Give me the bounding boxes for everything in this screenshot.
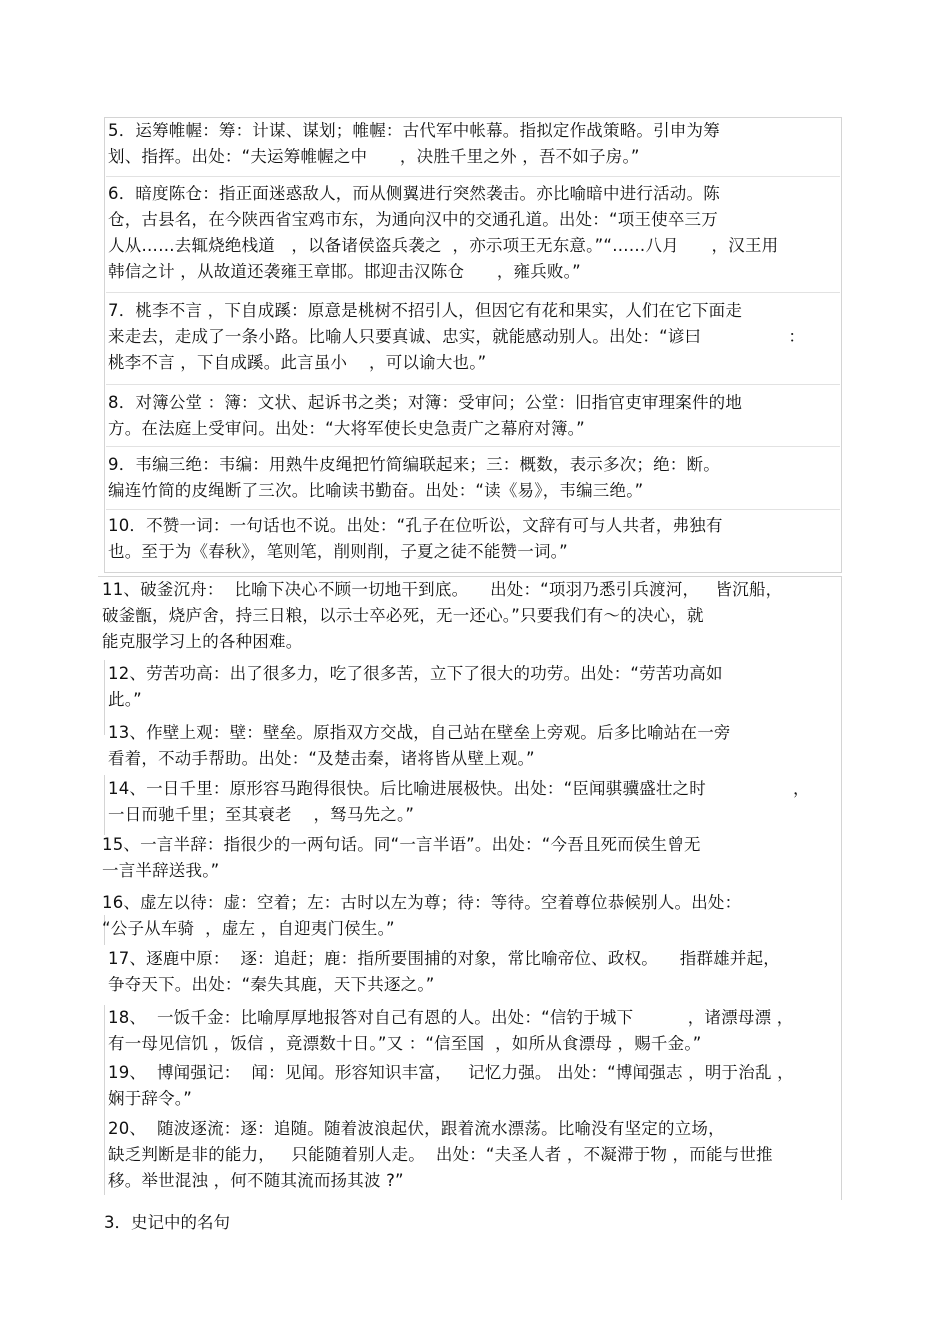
idiom-entry — [108, 513, 838, 565]
entry-line: 5．运筹帷幄：筹：计谋、谋划；帷幄：古代军中帐幕。指拟定作战策略。引申为筹 — [108, 121, 720, 140]
entry-divider — [106, 384, 840, 385]
entry-line: 15、一言半辞：指很少的一两句话。同“一言半语”。出处：“今吾且死而侯生曾无 — [102, 835, 701, 854]
entry-line: 16、虚左以待：虚：空着；左：古时以左为尊；待：等待。空着尊位恭候别人。出处： — [102, 893, 742, 912]
entry-line: 13、作壁上观：壁：壁垒。原指双方交战，自己站在壁垒上旁观。后多比喻站在一旁 — [108, 723, 731, 742]
entry-line: “公子从车骑 ，虚左 ，自迎夷门侯生。” — [102, 919, 395, 938]
entry-line: 7．桃李不言 ，下自成蹊：原意是桃树不招引人，但因它有花和果实，人们在它下面走 — [108, 301, 743, 320]
section-heading: 3．史记中的名句 — [104, 1213, 230, 1232]
entry-line: 11、破釜沉舟： 比喻下决心不顾一切地干到底。 出处：“项羽乃悉引兵渡河， 皆沉船， — [102, 580, 783, 599]
idiom-entry — [108, 661, 838, 713]
entry-line: 破釜甑，烧庐舍，持三日粮，以示士卒必死，无一还心。”只要我们有～的决心，就 — [102, 606, 704, 625]
entry-line: 编连竹简的皮绳断了三次。比喻读书勤奋。出处：“读《易》，韦编三绝。” — [108, 481, 644, 500]
idiom-entry — [108, 1005, 838, 1057]
entry-line: 此。” — [108, 690, 142, 709]
idiom-entry — [102, 890, 838, 942]
entry-line: 9．韦编三绝：韦编：用熟牛皮绳把竹简编联起来；三：概数，表示多次；绝：断。 — [108, 455, 720, 474]
idiom-entry — [102, 577, 838, 655]
idiom-entry — [108, 452, 838, 504]
entry-line: 一言半辞送我。” — [102, 861, 220, 880]
entry-line: 桃李不言 ，下自成蹊。此言虽小 ，可以谕大也。” — [108, 353, 487, 372]
entry-line: 争夺天下。出处：“秦失其鹿，天下共逐之。” — [108, 975, 435, 994]
idiom-entry — [108, 720, 838, 772]
entry-line: 缺乏判断是非的能力， 只能随着别人走。 出处：“夫圣人者 ，不凝滞于物 ，而能与世推 — [108, 1145, 773, 1164]
entry-line: 8．对簿公堂 ：簿：文状、起诉书之类；对簿：受审问；公堂：旧指官吏审理案件的地 — [108, 393, 743, 412]
entry-line: 19、 博闻强记： 闻：见闻。形容知识丰富， 记忆力强。 出处：“博闻强志 ，明于治乱 ， — [108, 1063, 794, 1082]
entry-line: 看着，不动手帮助。出处：“及楚击秦，诸将皆从壁上观。” — [108, 749, 535, 768]
idiom-entry — [108, 946, 838, 998]
entry-line: 移。举世混浊 ，何不随其流而扬其波 ?” — [108, 1171, 404, 1190]
idiom-entry — [108, 298, 838, 376]
entry-divider — [106, 176, 840, 177]
entry-line: 14、一日千里：原形容马跑得很快。后比喻进展极快。出处：“臣闻骐骥盛壮之时 ， — [108, 779, 810, 798]
entry-line: 一日而驰千里；至其衰老 ，驽马先之。” — [108, 805, 415, 824]
entry-line: 也。至于为《春秋》，笔则笔，削则削，子夏之徒不能赞一词。” — [108, 542, 568, 561]
entry-line: 10．不赞一词：一句话也不说。出处：“孔子在位听讼，文辞有可与人共者，弗独有 — [108, 516, 723, 535]
entry-line: 17、逐鹿中原： 逐：追赶；鹿：指所要围捕的对象，常比喻帝位、政权。 指群雄并起， — [108, 949, 780, 968]
idiom-entry — [108, 1060, 838, 1112]
left-rule — [104, 660, 105, 735]
entry-line: 12、劳苦功高：出了很多力，吃了很多苦，立下了很大的功劳。出处：“劳苦功高如 — [108, 664, 723, 683]
idiom-entry — [108, 390, 838, 442]
left-rule — [104, 1005, 105, 1195]
entry-line: 有一母见信饥 ，饭信 ，竟漂数十日。”又 ：“信至国 ，如所从食漂母 ，赐千金。” — [108, 1034, 702, 1053]
entry-line: 娴于辞令。” — [108, 1089, 192, 1108]
entry-line: 能克服学习上的各种困难。 — [102, 632, 303, 651]
entry-line: 6．暗度陈仓：指正面迷惑敌人，而从侧翼进行突然袭击。亦比喻暗中进行活动。陈 — [108, 184, 720, 203]
idiom-entry — [102, 832, 838, 884]
entry-line: 18、 一饭千金：比喻厚厚地报答对自己有恩的人。出处：“信钓于城下 ，诸漂母漂 ， — [108, 1008, 794, 1027]
entry-divider — [106, 446, 840, 447]
entry-line: 方。在法庭上受审问。出处：“大将军使长史急责广之幕府对簿。” — [108, 419, 585, 438]
entry-line: 韩信之计 ，从故道还袭雍王章邯。邯迎击汉陈仓 ，雍兵败。” — [108, 262, 581, 281]
entry-line: 20、 随波逐流：逐：追随。随着波浪起伏，跟着流水漂荡。比喻没有坚定的立场， — [108, 1119, 725, 1138]
idiom-entry — [108, 1116, 838, 1194]
entry-line: 来走去，走成了一条小路。比喻人只要真诚、忠实，就能感动别人。出处：“谚曰 ： — [108, 327, 806, 346]
entry-line: 仓，古县名，在今陕西省宝鸡市东，为通向汉中的交通孔道。出处：“项王使卒三万 — [108, 210, 718, 229]
left-rule — [104, 775, 105, 835]
entry-divider — [106, 509, 840, 510]
entry-divider — [106, 292, 840, 293]
idiom-entry — [108, 118, 838, 170]
idiom-entry — [108, 181, 838, 285]
entry-line: 人从……去辄烧绝栈道 ，以备诸侯盗兵袭之 ，亦示项王无东意。”“……八月 ，汉王用 — [108, 236, 779, 255]
entry-line: 划、指挥。出处：“夫运筹帷幄之中 ，决胜千里之外 ，吾不如子房。” — [108, 147, 640, 166]
idiom-entry — [108, 776, 838, 828]
